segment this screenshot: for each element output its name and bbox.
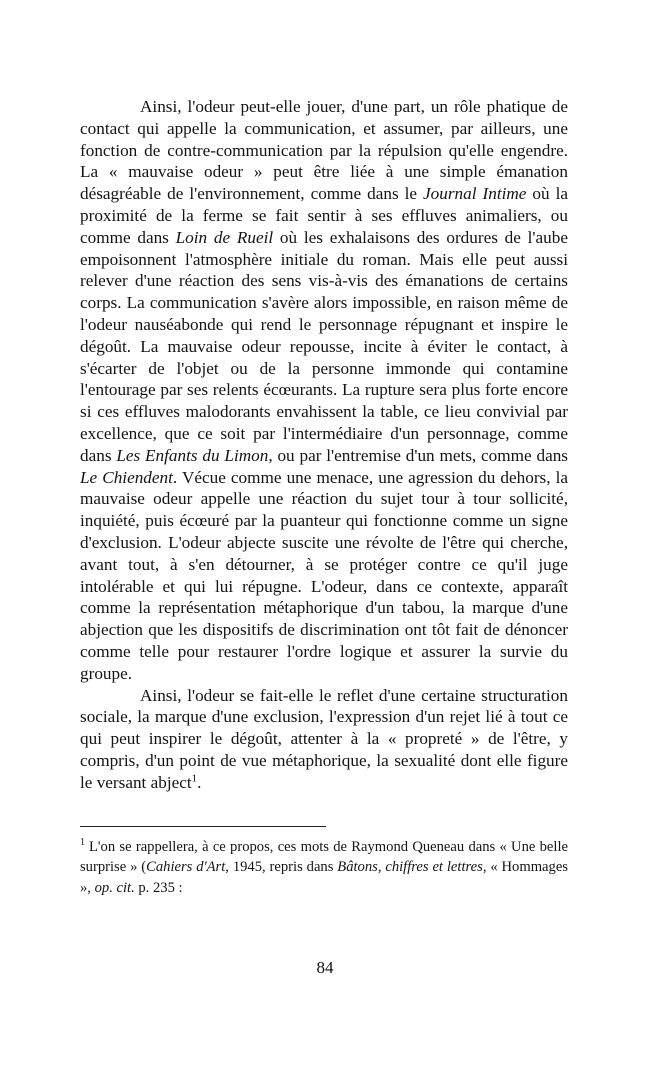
italic-title: Bâtons, chiffres et lettres xyxy=(337,859,483,875)
text-run: , ou par l'entremise d'un mets, comme dans xyxy=(268,445,568,465)
text-run: où la proximité de la ferme se fait sentir à ses effluves animaliers, ou comme dans xyxy=(80,184,568,247)
text-run: Ainsi, l'odeur se fait-elle le reflet d'une certaine structuration sociale, la marque d'une exclusion, l'expression d'un rejet lié à tout ce qui peut inspirer le dégoût, attenter à la « propreté » de l'être, y compris, d'un point de vue métaphorique, la sexualité dont elle figure le versant abject xyxy=(80,685,568,792)
text-run: Ainsi, l'odeur peut-elle jouer, d'une part, un rôle phatique de contact qui appelle la communication, et assumer, par ailleurs, une fonction de contre-communication par la répulsion qu'elle engendre. La « mauvaise odeur » peut être liée à une simple émanation désagréable de l'environnement, comme dans le xyxy=(80,97,568,204)
footnote-separator xyxy=(80,826,326,827)
footnote-marker: 1 xyxy=(80,836,85,848)
paragraph xyxy=(80,685,568,794)
text-run: L'on se rappellera, à ce propos, ces mots de Raymond Queneau dans « Une belle surprise » ( xyxy=(80,838,568,875)
italic-title: Le Chiendent xyxy=(80,467,173,487)
page-content xyxy=(80,96,568,898)
text-run: p. 235 : xyxy=(134,879,183,896)
text-run: , 1945, repris dans xyxy=(225,859,338,875)
text-run: . Vécue comme une menace, une agression du dehors, la mauvaise odeur appelle une réaction du sujet tour à tour sollicité, inquiété, puis écœuré par la puanteur qui fonctionne comme un signe d'exclusion. L'odeur abjecte suscite une révolte de l'être qui cherche, avant tout, à s'en détourner, à se protéger contre ce qu'il juge intolérable et qui lui répugne. L'odeur, dans ce contexte, apparaît comme la représentation métaphorique d'un tabou, la marque d'une abjection que les dispositifs de discrimination ont tôt fait de dénoncer comme telle pour restaurer l'ordre logique et assurer la survie du groupe. xyxy=(80,467,568,683)
footnote-reference: 1 xyxy=(191,771,198,784)
footnote xyxy=(80,837,568,899)
page-number: 84 xyxy=(316,958,334,977)
body-text xyxy=(80,96,568,794)
italic-title: Les Enfants du Limon xyxy=(116,445,269,465)
italic-title: Loin de Rueil xyxy=(175,227,274,247)
text-run: où les exhalaisons des ordures de l'aube empoisonnent l'atmosphère initiale du roman. Mais elle peut aussi relever d'une réaction des sens vis-à-vis des émanations de certains corps. La communication s'avère alors impossible, en raison même de l'odeur nauséabonde qui rend le personnage répugnant et inspire le dégoût. La mauvaise odeur repousse, incite à éviter le contact, à s'écarter de l'objet ou de la personne immonde qui contamine l'entourage par ses relents écœurants. La rupture sera plus forte encore si ces effluves malodorants envahissent la table, ce lieu convivial par excellence, que ce soit par l'intermédiaire d'un personnage, comme dans xyxy=(80,227,568,465)
italic-title: Journal Intime xyxy=(423,184,527,204)
text-run: . xyxy=(197,772,202,792)
text-run: , « Hommages », xyxy=(80,859,568,896)
italic-title: Cahiers d'Art xyxy=(146,859,226,875)
italic-title: op. cit. xyxy=(94,879,135,896)
paragraph xyxy=(80,96,568,685)
